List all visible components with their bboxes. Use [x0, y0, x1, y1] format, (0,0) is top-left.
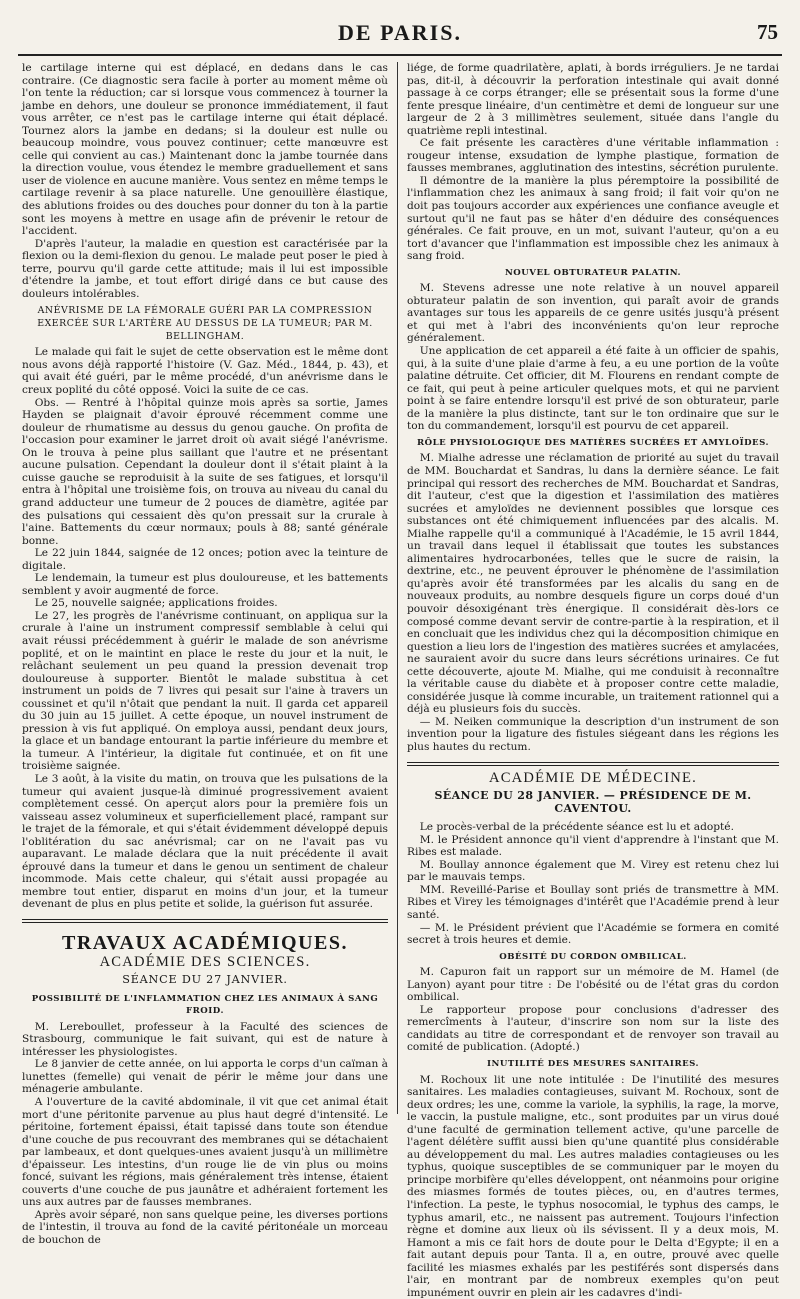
- paragraph: liége, de forme quadrilatère, aplati, à bords irréguliers. Je ne tardai pas, dit-il, à découvrir la perforation intestinale qui avait donné passage à ce corps étranger; elle se présentait sous la forme d'une fente presque linéaire, d'un centimètre et demi de longueur sur une largeur de 2 à 3 millimètres seulement, située dans l'angle du quatrième repli intestinal.: [407, 62, 779, 137]
- page-number: 75: [757, 20, 778, 44]
- paragraph: M. Capuron fait un rapport sur un mémoire de M. Hamel (de Lanyon) ayant pour titre : De l'obésité ou de l'état gras du cordon ombilical.: [407, 966, 779, 1004]
- section-title: TRAVAUX ACADÉMIQUES.: [62, 932, 348, 954]
- paragraph: MM. Reveillé-Parise et Boullay sont priés de transmettre à MM. Ribes et Virey les témoignages d'intérêt que l'Académie prend à leur santé.: [407, 883, 779, 921]
- section-heading: OBÉSITÉ DU CORDON OMBILICAL.: [499, 951, 687, 962]
- section-rule: [407, 762, 779, 766]
- paragraph: Le 22 juin 1844, saignée de 12 onces; potion avec la teinture de digitale.: [22, 547, 388, 572]
- paragraph: — M. Neiken communique la description d'un instrument de son invention pour la ligature des fistules siégeant dans les régions les plus hautes du rectum.: [407, 715, 779, 753]
- paragraph: Obs. — Rentré à l'hôpital quinze mois après sa sortie, James Hayden se plaignait d'avoir éprouvé récemment comme une douleur de rhumatisme au dessus du genou gauche. On profita de l'occasion pour examiner le jarret droit où avait siégé l'anévrisme. On le trouva à peine plus saillant que l'autre et ne présentant aucune pulsation. Cependant la douleur dont il s'était plaint à la cuisse gauche se reproduisit à la suite de ses fatigues, et lorsqu'il entra à l'hôpital une troisième fois, on trouva au niveau du canal du grand adducteur une tumeur de 2 pouces de diamètre, agitée par des pulsations qui cessaient dès qu'on pressait sur la crurale à l'aine. Battements du cœur normaux; pouls à 88; santé générale bonne.: [22, 396, 388, 547]
- section-heading: POSSIBILITÉ DE L'INFLAMMATION CHEZ LES ANIMAUX À SANG FROID.: [31, 993, 379, 1017]
- paragraph: D'après l'auteur, la maladie en question est caractérisée par la flexion ou la demi-flexion du genou. Le malade peut poser le pied à terre, pourvu qu'il garde cette attitude; mais il lui est impossible d'étendre la jambe, et tout effort dirigé dans ce but cause des douleurs intolérables.: [22, 237, 388, 300]
- paragraph: Après avoir séparé, non sans quelque peine, les diverses portions de l'intestin, il trouva au fond de la cavité péritonéale un morceau de bouchon de: [22, 1208, 388, 1247]
- paragraph: A l'ouverture de la cavité abdominale, il vit que cet animal était mort d'une péritonite parvenue au plus haut degré d'intensité. Le péritoine, fortement épaissi, était tapissé dans toute son étendue d'une couche de pus recouvrant des membranes qui se détachaient par lambeaux, et dont quelques-unes avaient jusqu'à un millimètre d'épaisseur. Les intestins, d'un rouge lie de vin plus ou moins foncé, suivant les régions, mais généralement très intense, étaient couverts d'une couche de pus jaunâtre et adhéraient fortement les uns aux autres par de fausses membranes.: [22, 1096, 388, 1209]
- paragraph: Ce fait présente les caractères d'une véritable inflammation : rougeur intense, exsudation de lymphe plastique, formation de fausses membranes, agglutination des intestins, sécrétion purulente.: [407, 137, 779, 175]
- section-heading: NOUVEL OBTURATEUR PALATIN.: [504, 267, 682, 278]
- paragraph: Le malade qui fait le sujet de cette observation est le même dont nous avons déjà rapporté l'histoire (V. Gaz. Méd., 1844, p. 43), et qui avait été guéri, par le même procédé, d'un anévrisme dans le creux poplité du côté opposé. Voici la suite de ce cas.: [22, 346, 388, 397]
- running-title: DE PARIS.: [338, 20, 462, 45]
- column-divider: [397, 62, 398, 1114]
- paragraph: Le rapporteur propose pour conclusions d'adresser des remercîments à l'auteur, d'inscrire son nom sur la liste des candidats au titre de correspondant et de renvoyer son travail au comité de publication. (Adopté.): [407, 1003, 779, 1054]
- paragraph: le cartilage interne qui est déplacé, en dedans dans le cas contraire. (Ce diagnostic sera facile à porter au moment même où l'on tente la réduction; car si lorsque vous commencez à tourner la jambe en dehors, une douleur se prononce immédiatement, il faut vous arrêter, ce n'est pas le cartilage interne qui était déplacé. Tournez alors la jambe en dedans; si la douleur est nulle ou beaucoup moindre, vous pouvez continuer; cette manœuvre est celle qui convient au cas.) Maintenant donc la jambe tournée dans la direction voulue, vous étendez le membre graduellement et sans user de violence en aucune manière. Vous sentez en même temps le cartilage revenir à sa place naturelle. Une genouillère élastique, des ablutions froides ou des douches pour donner du ton à la partie sont les moyens à mettre en usage afin de prévenir le retour de l'accident.: [22, 62, 388, 238]
- right-column: [407, 62, 779, 1299]
- paragraph: M. Mialhe adresse une réclamation de priorité au sujet du travail de MM. Bouchardat et Sandras, lu dans la dernière séance. Le fait principal qui ressort des recherches de MM. Bouchardat et Sandras, dit l'auteur, c'est que la digestion et l'assimilation des matières sucrées et amyloïdes ne deviennent possibles que lorsque ces substances ont été chimiquement influencées par des alcalis. M. Mialhe rappelle qu'il a communiqué à l'Académie, le 15 avril 1844, un travail dans lequel il établissait que toutes les substances alimentaires hydrocarbonées, telles que le sucre de raisin, la dextrine, etc., ne peuvent éprouver le phénomène de l'assimilation qu'après avoir été transformées par les alcalis du sang en de nouveaux produits, au nombre desquels figure un corps doué d'un pouvoir désoxigénant très énergique. Il considérait dès-lors ce composé comme devant servir de contre-partie à la respiration, et il en concluait que les individus chez qui la décomposition chimique en question a lieu lors de l'ingestion des matières sucrées et amylacées, ne sauraient avoir du sucre dans leurs sécrétions urinaires. Ce fut cette découverte, ajoute M. Mialhe, qui me conduisit à reconnaître la véritable cause du diabète et à proposer contre cette maladie, considérée jusque là comme incurable, un traitement rationnel qui a déjà eu plusieurs fois du succès.: [407, 452, 779, 716]
- paragraph: — M. le Président prévient que l'Académie se formera en comité secret à trois heures et demie.: [407, 921, 779, 947]
- paragraph: Le procès-verbal de la précédente séance est lu et adopté.: [419, 821, 734, 834]
- paragraph: Le 27, les progrès de l'anévrisme continuant, on appliqua sur la crurale à l'aine un instrument compressif semblable à celui qui avait réussi précédemment à guérir le malade de son anévrisme poplité, et on le maintint en place le reste du jour et la nuit, le relâchant seulement un peu quand la pression devenait trop douloureuse à supporter. Bientôt le malade substitua à cet instrument un poids de 7 livres qui pesait sur l'aine à travers un coussinet et qu'il n'ôtait que pendant la nuit. Il garda cet appareil du 30 juin au 15 juillet. A cette époque, un nouvel instrument de pression à vis fut appliqué. On employa aussi, pendant deux jours, la glace et un bandage entourant la partie inférieure du membre et la tumeur. A l'intérieur, la digitale fut continuée, et on fit une troisième saignée.: [22, 609, 388, 773]
- section-rule: [22, 919, 388, 923]
- paragraph: M. Boullay annonce également que M. Virey est retenu chez lui par le mauvais temps.: [407, 858, 779, 884]
- paragraph: M. Stevens adresse une note relative à un nouvel appareil obturateur palatin de son invention, qui paraît avoir de grands avantages sur tous les appareils de ce genre usités jusqu'à présent et qui met à l'abri des inconvénients qu'on leur reproche généralement.: [407, 282, 779, 345]
- paragraph: Le 25, nouvelle saignée; applications froides.: [34, 597, 278, 610]
- paragraph: Le 8 janvier de cette année, on lui apporta le corps d'un caïman à lunettes (femelle) qui venait de périr le même jour dans une ménagerie ambulante.: [22, 1058, 388, 1096]
- academy-title: ACADÉMIE DE MÉDECINE.: [488, 769, 697, 786]
- paragraph: M. le Président annonce qu'il vient d'apprendre à l'instant que M. Ribes est malade.: [407, 833, 779, 859]
- section-heading: ANÉVRISME DE LA FÉMORALE GUÉRI PAR LA COMPRESSION EXERCÉE SUR L'ARTÈRE AU DESSUS DE LA TUMEUR; PAR M. BELLINGHAM.: [37, 305, 373, 343]
- paragraph: Une application de cet appareil a été faite à un officier de spahis, qui, à la suite d'une plaie d'arme à feu, a eu une portion de la voûte palatine détruite. Cet officier, dit M. Flourens en rendant compte de ce fait, qui peut à peine articuler quelques mots, et qui ne parvient point à se faire entendre lorsqu'il est privé de son obturateur, parle de la manière la plus distincte, tant sur le ton ordinaire que sur le ton du commandement, lorsqu'il est pourvu de cet appareil.: [407, 345, 779, 433]
- section-heading: INUTILITÉ DES MESURES SANITAIRES.: [486, 1059, 700, 1070]
- page-header: [18, 14, 782, 56]
- academy-title: ACADÉMIE DES SCIENCES.: [99, 953, 311, 970]
- left-column: [22, 62, 388, 1247]
- session-heading: SÉANCE DU 28 JANVIER. — PRÉSIDENCE DE M. CAVENTOU.: [434, 789, 752, 815]
- section-heading: RÔLE PHYSIOLOGIQUE DES MATIÈRES SUCRÉES ET AMYLOÏDES.: [417, 437, 769, 448]
- paragraph: Le lendemain, la tumeur est plus douloureuse, et les battements semblent y avoir augmenté de force.: [22, 572, 388, 597]
- paragraph: M. Lereboullet, professeur à la Faculté des sciences de Strasbourg, communique le fait suivant, qui est de nature à intéresser les physiologistes.: [22, 1020, 388, 1058]
- paragraph: Le 3 août, à la visite du matin, on trouva que les pulsations de la tumeur qui avaient jusque-là diminué progressivement avaient complètement cessé. On aperçut alors pour la première fois un vaisseau assez volumineux et superficiellement placé, rampant sur le trajet de la fémorale, et qui s'était évidemment développé depuis l'oblitération du sac anévrismal; car on ne l'avait pas vu auparavant. Le malade déclara que la nuit précédente il avait éprouvé dans la tumeur et dans le genou un sentiment de chaleur incommode. Mais cette chaleur, qui s'était aussi propagée au membre tout entier, disparut en moins d'un jour, et la tumeur devenant de plus en plus petite et solide, la guérison fut assurée.: [22, 772, 388, 911]
- paragraph: Il démontre de la manière la plus péremptoire la possibilité de l'inflammation chez les animaux à sang froid; il fait voir qu'on ne doit pas toujours accorder aux expériences une confiance aveugle et surtout qu'il ne faut pas se hâter d'en déduire des conséquences générales. Ce fait prouve, en un mot, suivant l'auteur, qu'on a eu tort d'avancer que l'inflammation est impossible chez les animaux à sang froid.: [407, 174, 779, 263]
- paragraph: M. Rochoux lit une note intitulée : De l'inutilité des mesures sanitaires. Les maladies contagieuses, suivant M. Rochoux, sont de deux ordres; les une, comme la variole, la syphilis, la rage, la morve, le vaccin, la pustule maligne, etc., sont produites par un virus doué d'une faculté de germination tellement active, qu'une parcelle de l'agent délétère suffit aussi bien qu'une quantité plus considérable au développement du mal. Les autres maladies contagieuses ou les typhus, quoique susceptibles de se communiquer par le moyen du principe morbifère qu'elles développent, ont néanmoins pour origine des miasmes formés de toutes pièces, ou, en d'autres termes, l'infection. La peste, le typhus nosocomial, le typhus des camps, le typhus amaril, etc., ne naissent pas autrement. Toujours l'infection règne et domine aux lieux où ils sévissent. Il y a deux mois, M. Hamont a mis ce fait hors de doute pour le Delta d'Egypte; il en a fait autant depuis pour Tanta. Il a, en outre, prouvé avec quelle facilité les miasmes exhalés par les pestiférés sont dispersés dans l'air, en montrant par de nombreux exemples qu'on peut impunément ouvrir en plein air les cadavres d'indi-: [407, 1073, 779, 1299]
- session-heading: SÉANCE DU 27 JANVIER.: [122, 973, 288, 987]
